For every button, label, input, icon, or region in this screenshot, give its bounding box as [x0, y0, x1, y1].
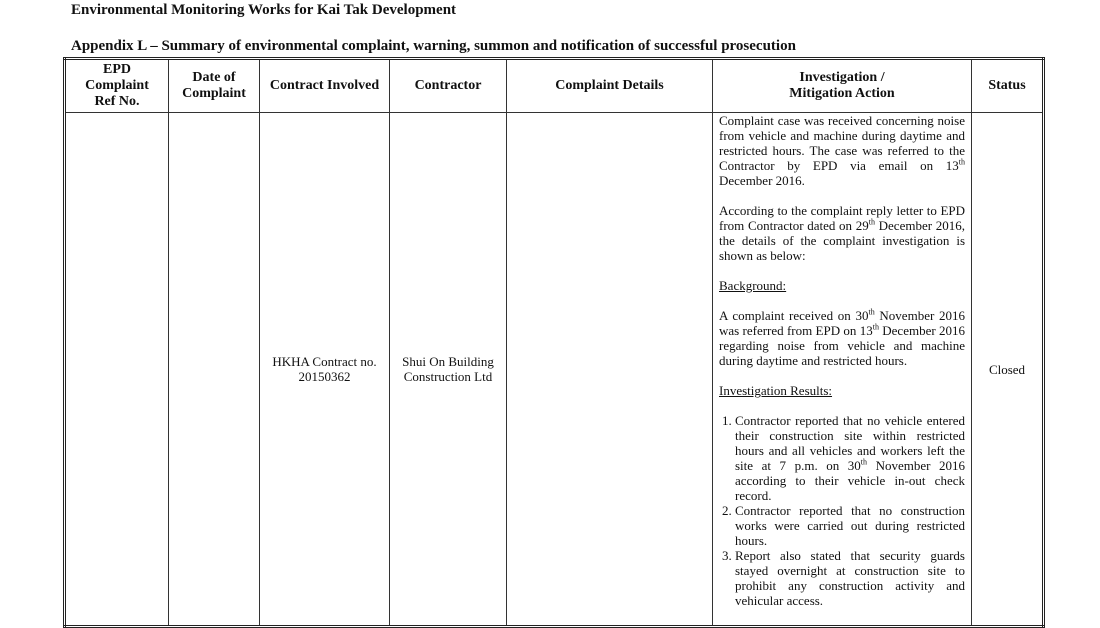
list-item: 3. Report also stated that security guards stayed overnight at construction site to prohibit any construction activity and vehicular access. [735, 548, 965, 608]
cell-investigation [713, 113, 972, 627]
investigation-paragraph-2: According to the complaint reply letter to EPD from Contractor dated on 29th December 2016, the details of the complaint investigation is shown as below: [719, 203, 965, 263]
cell-contract: HKHA Contract no. 20150362 [260, 113, 390, 627]
table-row [65, 113, 1044, 627]
header-status: Status [972, 59, 1044, 113]
header-contractor: Contractor [390, 59, 507, 113]
results-heading: Investigation Results: [719, 383, 833, 398]
cell-contractor: Shui On Building Construction Ltd [390, 113, 507, 627]
header-contract: Contract Involved [260, 59, 390, 113]
results-list [719, 413, 965, 608]
table-header-row [65, 59, 1044, 113]
background-heading: Background: [719, 278, 787, 293]
cell-ref-no [65, 113, 169, 627]
background-paragraph: A complaint received on 30th November 2016 was referred from EPD on 13th December 2016 regarding noise from vehicle and machine during daytime and restricted hours. [719, 307, 965, 368]
header-date: Date of Complaint [169, 59, 260, 113]
document-title: Environmental Monitoring Works for Kai Tak Development [71, 2, 457, 18]
cell-date [169, 113, 260, 627]
header-ref-no: EPD Complaint Ref No. [65, 59, 169, 113]
header-complaint-details: Complaint Details [507, 59, 713, 113]
investigation-paragraph-1: Complaint case was received concerning noise from vehicle and machine during daytime and restricted hours. The case was referred to the Contractor by EPD via email on 13th December 2016. [719, 113, 965, 188]
list-item: 2. Contractor reported that no construction works were carried out during restricted hours. [735, 503, 965, 548]
cell-status: Closed [972, 113, 1044, 627]
list-item: 1. Contractor reported that no vehicle entered their construction site within restricted hours and all vehicles and workers left the site at 7 p.m. on 30th November 2016 according to their vehicle in-out check record. [735, 413, 965, 503]
complaint-summary-table [63, 57, 1045, 628]
appendix-title: Appendix L – Summary of environmental complaint, warning, summon and notification of successful prosecution [71, 38, 796, 54]
cell-complaint-details [507, 113, 713, 627]
header-investigation: Investigation / Mitigation Action [713, 59, 972, 113]
